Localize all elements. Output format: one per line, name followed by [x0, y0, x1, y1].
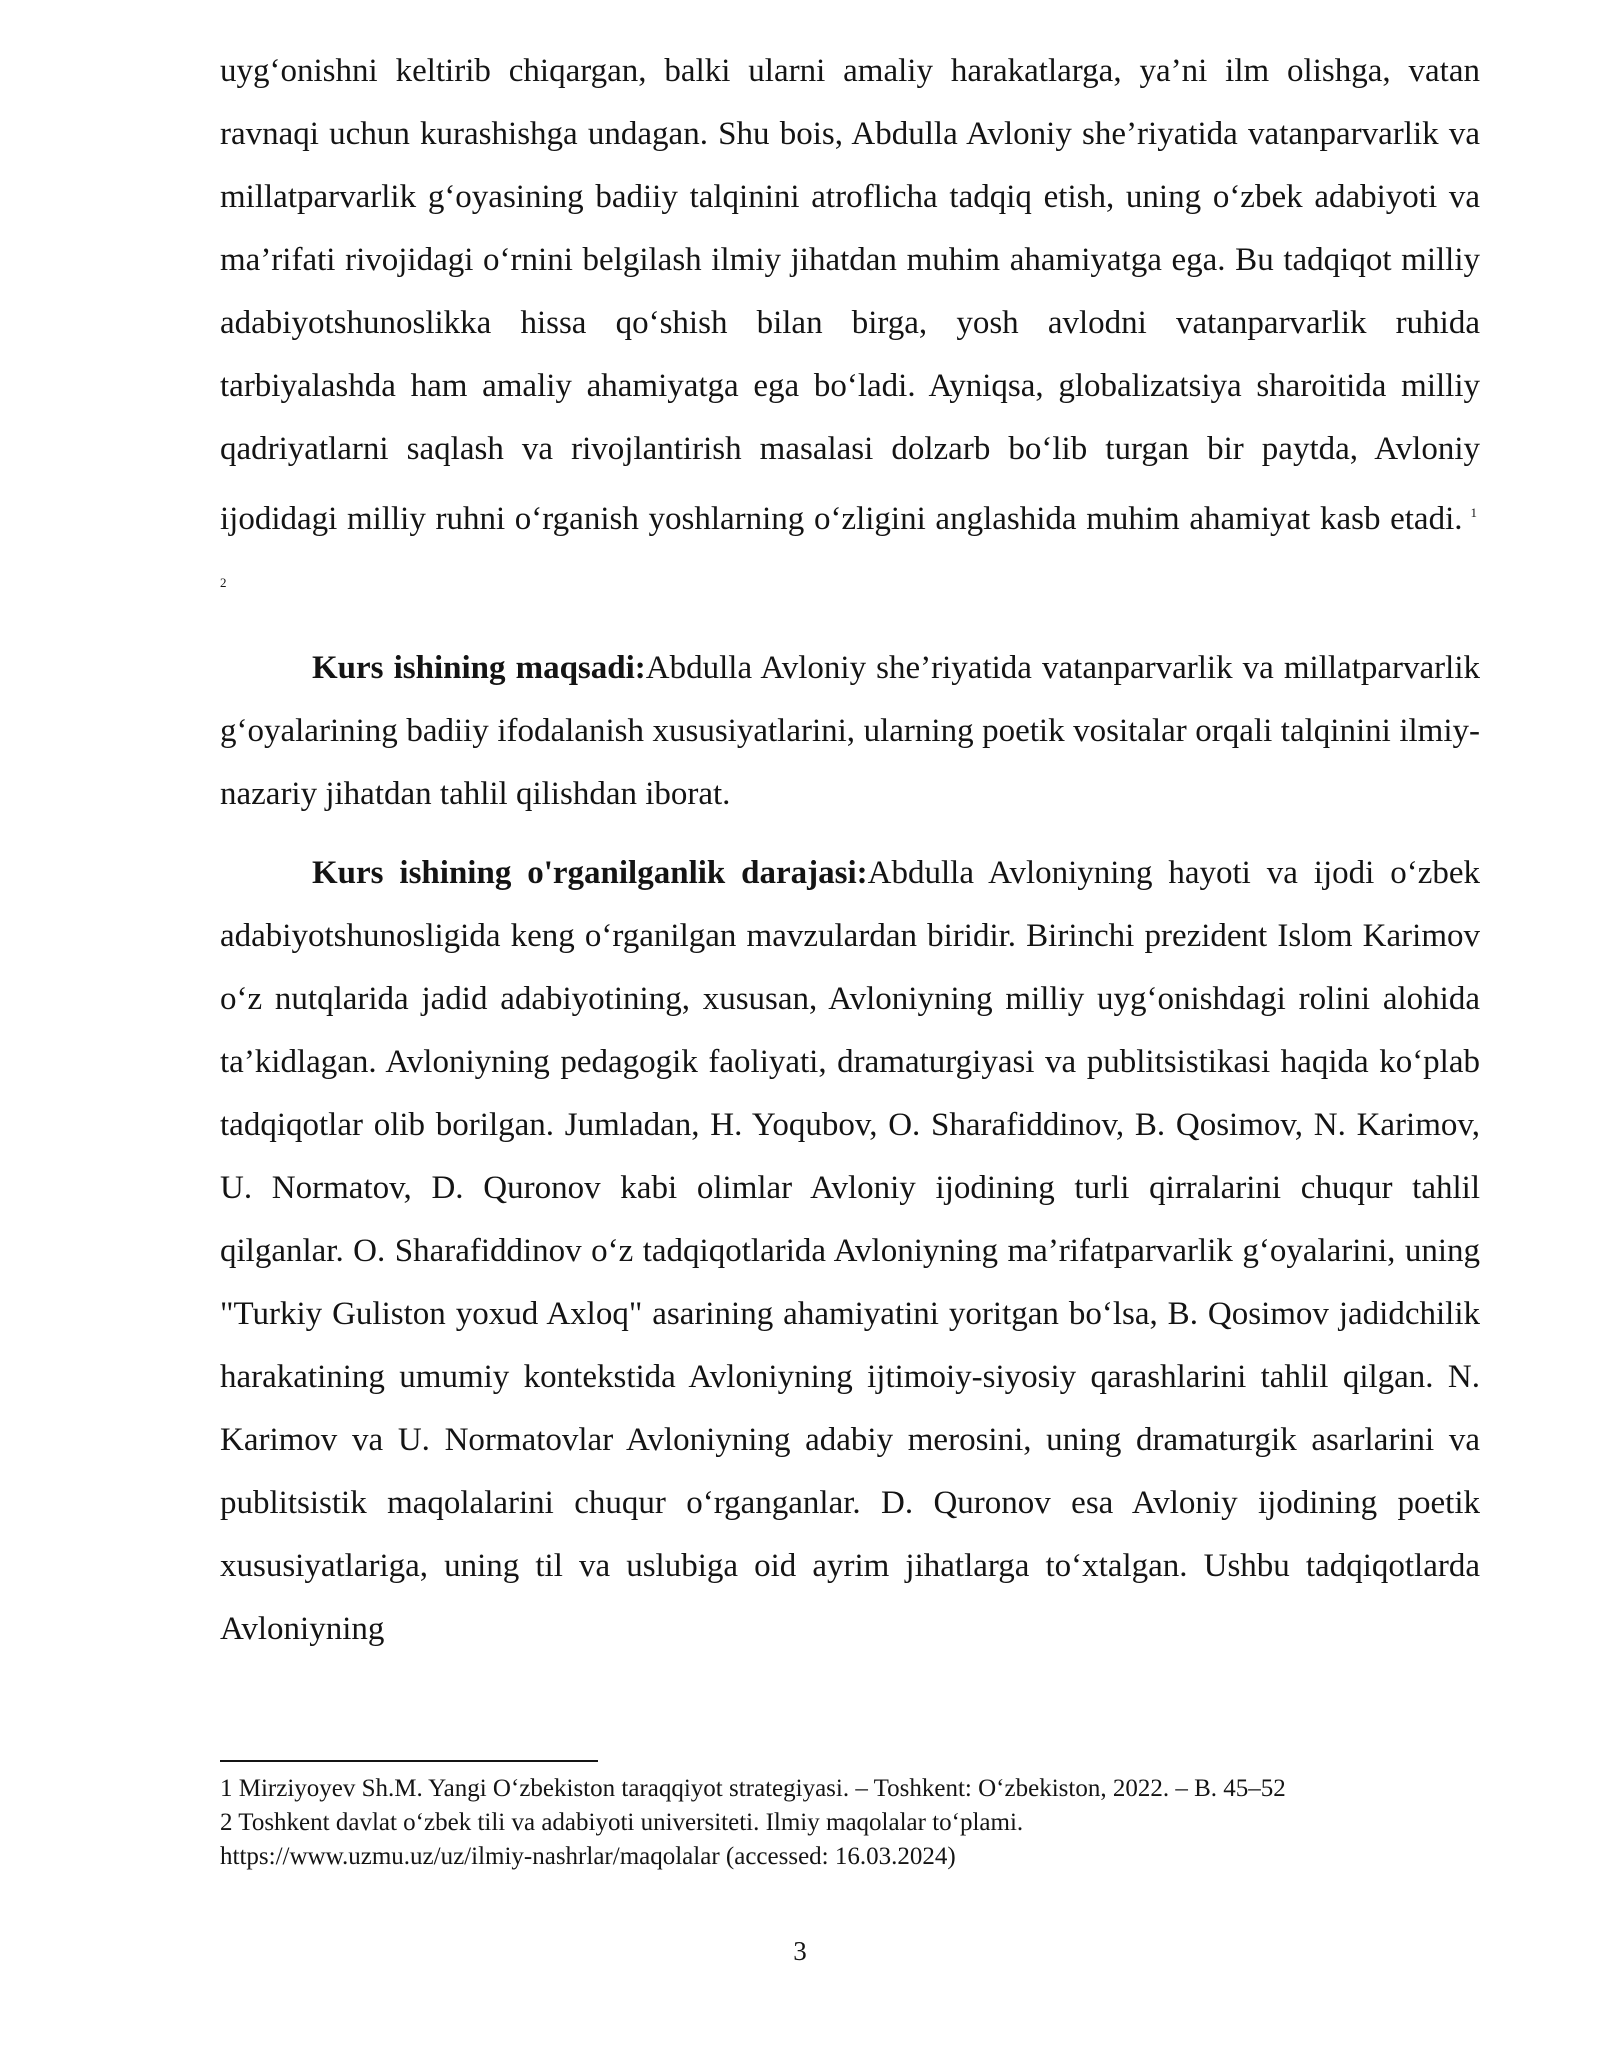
literature-review-text: Abdulla Avloniyning hayoti va ijodi o‘zbek adabiyotshunosligida keng o‘rganilgan mavzulardan biridir. Birinchi prezident Islom Karimov o‘z nutqlarida jadid adabiyotining, xususan, Avloniyning milliy uyg‘onishdagi rolini alohida ta’kidlagan. Avloniyning pedagogik faoliyati, dramaturgiyasi va publitsistikasi haqida ko‘plab tadqiqotlar olib borilgan. Jumladan, H. Yoqubov, O. Sharafiddinov, B. Qosimov, N. Karimov, U. Normatov, D. Quronov kabi olimlar Avloniy ijodining turli qirralarini chuqur tahlil qilganlar. O. Sharafiddinov o‘z tadqiqotlarida Avloniyning ma’rifatparvarlik g‘oyalarini, uning "Turkiy Guliston yoxud Axloq" asarining ahamiyatini yoritgan bo‘lsa, B. Qosimov jadidchilik harakatining umumiy kontekstida Avloniyning ijtimoiy-siyosiy qarashlarini tahlil qilgan. N. Karimov va U. Normatovlar Avloniyning adabiy merosini, uning dramaturgik asarlarini va publitsistik maqolalarini chuqur o‘rganganlar. D. Quronov esa Avloniy ijodining poetik xususiyatlariga, uning til va uslubiga oid ayrim jihatlarga to‘xtalgan. Ushbu tadqiqotlarda Avloniyning: [220, 855, 1480, 1647]
paragraph-literature-review: [220, 842, 1480, 1661]
page-number: 3: [793, 1936, 807, 1966]
footnote-2-link[interactable]: https://www.uzmu.uz/uz/ilmiy-nashrlar/maqolalar (accessed: 16.03.2024): [220, 1843, 956, 1870]
goal-heading: Kurs ishining maqsadi:: [312, 650, 646, 686]
goal-text: Abdulla Avloniy she’riyatida vatanparvarlik va millatparvarlik g‘oyalarining badiiy ifodalanish xususiyatlarini, ularning poetik vositalar orqali talqinini ilmiy-nazariy jihatdan tahlil qilishdan iborat.: [220, 650, 1480, 812]
paragraph-intro: [220, 40, 1480, 621]
literature-review-heading: Kurs ishining o'rganilganlik darajasi:: [312, 855, 868, 891]
document-body: [220, 40, 1480, 1661]
paragraph-goal: [220, 637, 1480, 826]
footnote-references: 1 2: [220, 505, 1480, 590]
footnote-2: 2 Toshkent davlat o‘zbek tili va adabiyoti universiteti. Ilmiy maqolalar to‘plami.: [220, 1809, 1024, 1836]
footnote-separator: [220, 1760, 598, 1762]
footnotes: [220, 1772, 1480, 1874]
footnote-1: 1 Mirziyoyev Sh.M. Yangi O‘zbekiston taraqqiyot strategiyasi. – Toshkent: O‘zbekiston, 2022. – B. 45–52: [220, 1775, 1286, 1802]
paragraph-intro-text: uyg‘onishni keltirib chiqargan, balki ularni amaliy harakatlarga, ya’ni ilm olishga, vatan ravnaqi uchun kurashishga undagan. Shu bois, Abdulla Avloniy she’riyatida vatanparvarlik va millatparvarlik g‘oyasining badiiy talqinini atroflicha tadqiq etish, uning o‘zbek adabiyoti va ma’rifati rivojidagi o‘rnini belgilash ilmiy jihatdan muhim ahamiyatga ega. Bu tadqiqot milliy adabiyotshunoslikka hissa qo‘shish bilan birga, yosh avlodni vatanparvarlik ruhida tarbiyalashda ham amaliy ahamiyatga ega bo‘ladi. Ayniqsa, globalizatsiya sharoitida milliy qadriyatlarni saqlash va rivojlantirish masalasi dolzarb bo‘lib turgan bir paytda, Avloniy ijodidagi milliy ruhni o‘rganish yoshlarning o‘zligini anglashida muhim ahamiyat kasb etadi.: [220, 53, 1480, 537]
